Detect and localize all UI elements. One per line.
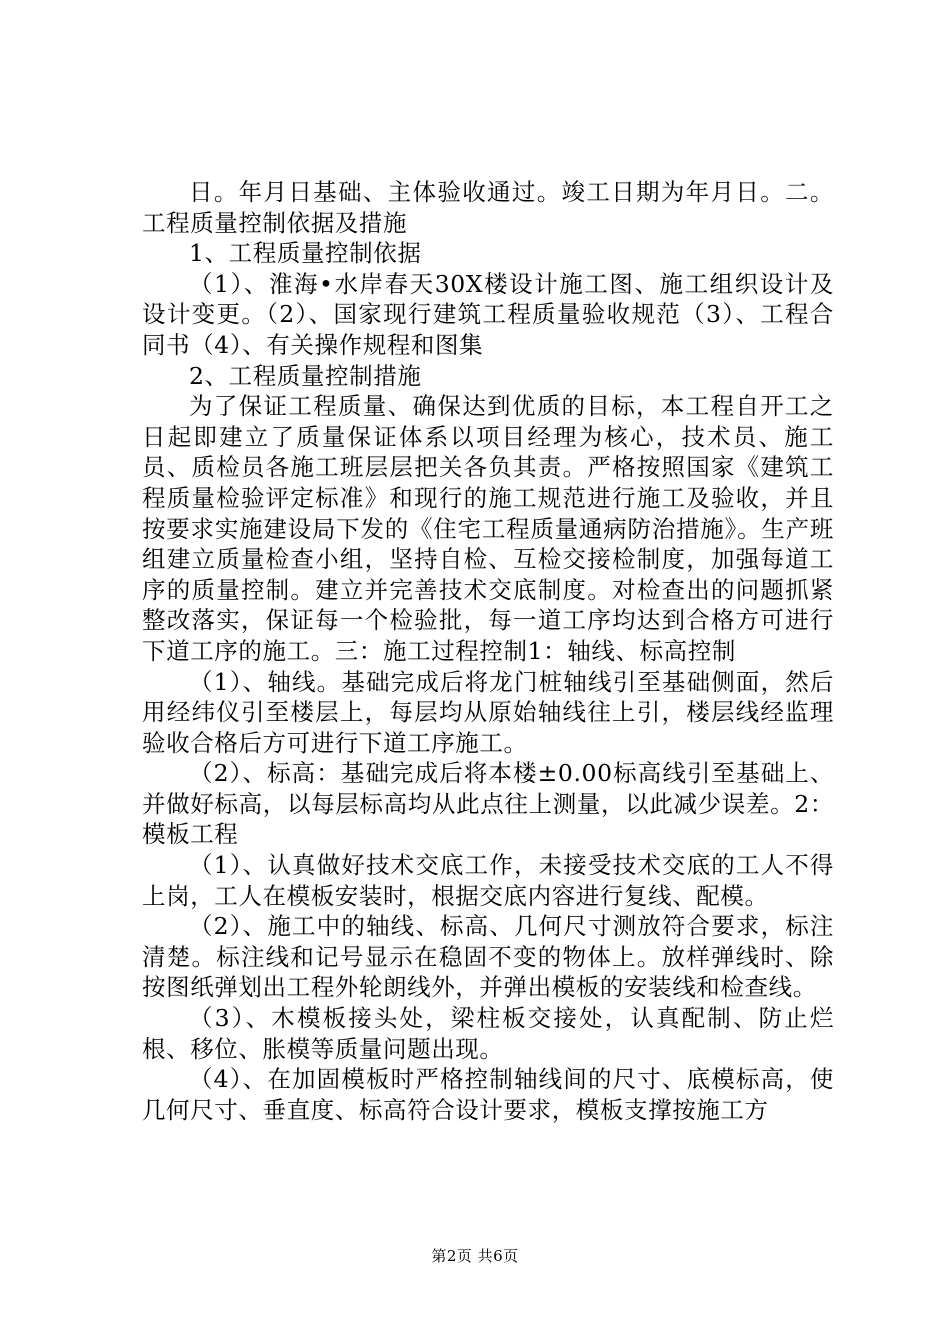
paragraph: （1）、轴线。基础完成后将龙门桩轴线引至基础侧面，然后用经纬仪引至楼层上，每层均从原始轴线往上引，楼层线经监理验收合格后方可进行下道工序施工。 bbox=[142, 667, 834, 757]
paragraph: 1、工程质量控制依据 bbox=[189, 239, 422, 268]
paragraph: （1）、认真做好技术交底工作，未接受技术交底的工人不得上岗，工人在模板安装时，根据交底内容进行复线、配模。 bbox=[142, 851, 834, 910]
paragraph: （1）、淮海•水岸春天30X楼设计施工图、施工组织设计及设计变更。（2）、国家现行建筑工程质量验收规范（3）、工程合同书（4）、有关操作规程和图集 bbox=[142, 269, 834, 359]
paragraph: 2、工程质量控制措施 bbox=[189, 361, 422, 390]
paragraph: （3）、木模板接头处，梁柱板交接处，认真配制、防止烂根、移位、胀模等质量问题出现。 bbox=[142, 1004, 834, 1063]
paragraph: （4）、在加固模板时严格控制轴线间的尺寸、底模标高，使几何尺寸、垂直度、标高符合设计要求，模板支撑按施工方 bbox=[142, 1065, 834, 1124]
paragraph: 为了保证工程质量、确保达到优质的目标，本工程自开工之日起即建立了质量保证体系以项目经理为核心，技术员、施工员、质检员各施工班层层把关各负其责。严格按照国家《建筑工程质量检验评定标准》和现行的施工规范进行施工及验收，并且按要求实施建设局下发的《住宅工程质量通病防治措施》。生产班组建立质量检查小组，坚持自检、互检交接检制度，加强每道工序的质量控制。建立并完善技术交底制度。对检查出的问题抓紧整改落实，保证每一个检验批，每一道工序均达到合格方可进行下道工序的施工。三：施工过程控制1：轴线、标高控制 bbox=[142, 392, 834, 665]
paragraph: （2）、标高：基础完成后将本楼±0.00标高线引至基础上、并做好标高，以每层标高均从此点往上测量，以此减少误差。2：模板工程 bbox=[142, 759, 834, 849]
page-footer: 第2页 共6页 bbox=[431, 1247, 519, 1265]
paragraph: （2）、施工中的轴线、标高、几何尺寸测放符合要求，标注清楚。标注线和记号显示在稳固不变的物体上。放样弹线时、除按图纸弹划出工程外轮朗线外，并弹出模板的安装线和检查线。 bbox=[142, 912, 834, 1002]
document-body bbox=[142, 177, 834, 1125]
paragraph: 日。年月日基础、主体验收通过。竣工日期为年月日。二。工程质量控制依据及措施 bbox=[142, 178, 834, 237]
